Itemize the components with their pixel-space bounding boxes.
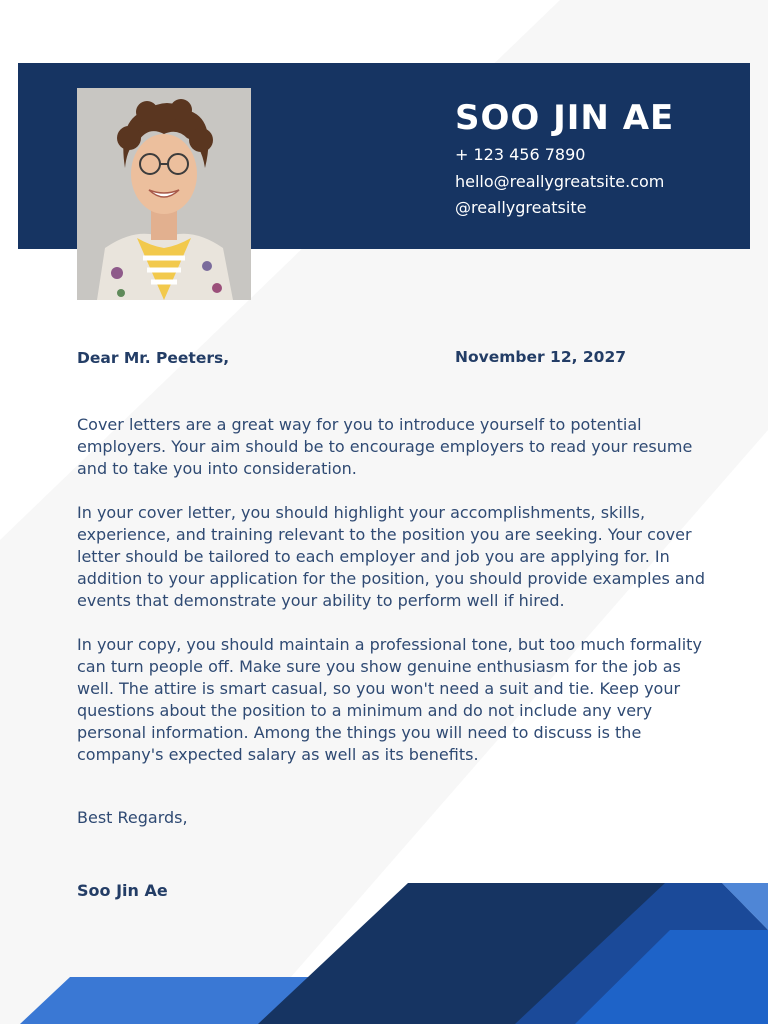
contact-block [455, 96, 674, 222]
closing: Best Regards, [77, 808, 188, 827]
body-paragraph: In your copy, you should maintain a professional tone, but too much formality can turn people off. Make sure you show genuine enthusiasm for the job as well. The attire is smart casual, so you won't need a suit and tie. Keep your questions about the position to a minimum and do not include any very personal information. Among the things you will need to discuss is the company's expected salary as well as its benefits. [77, 635, 702, 764]
applicant-name: SOO JIN AE [455, 98, 675, 138]
signature-name: Soo Jin Ae [77, 881, 168, 900]
salutation: Dear Mr. Peeters, [77, 349, 230, 367]
body-paragraph: Cover letters are a great way for you to introduce yourself to potential employers. Your aim should be to encourage employers to read your resume and to take you into consideration. [77, 415, 693, 478]
letter-body [77, 414, 707, 788]
social-handle: @reallygreatsite [455, 198, 587, 217]
phone-number: + 123 456 7890 [455, 145, 586, 164]
body-paragraph: In your cover letter, you should highlight your accomplishments, skills, experience, and training relevant to the position you are seeking. Your cover letter should be tailored to each employer and job you are applying for. In addition to your application for the position, you should provide examples and events that demonstrate your ability to perform well if hired. [77, 503, 705, 610]
letter-date: November 12, 2027 [455, 348, 627, 366]
profile-photo [77, 88, 251, 300]
person-portrait-icon [77, 88, 251, 300]
email-address: hello@reallygreatsite.com [455, 171, 665, 191]
